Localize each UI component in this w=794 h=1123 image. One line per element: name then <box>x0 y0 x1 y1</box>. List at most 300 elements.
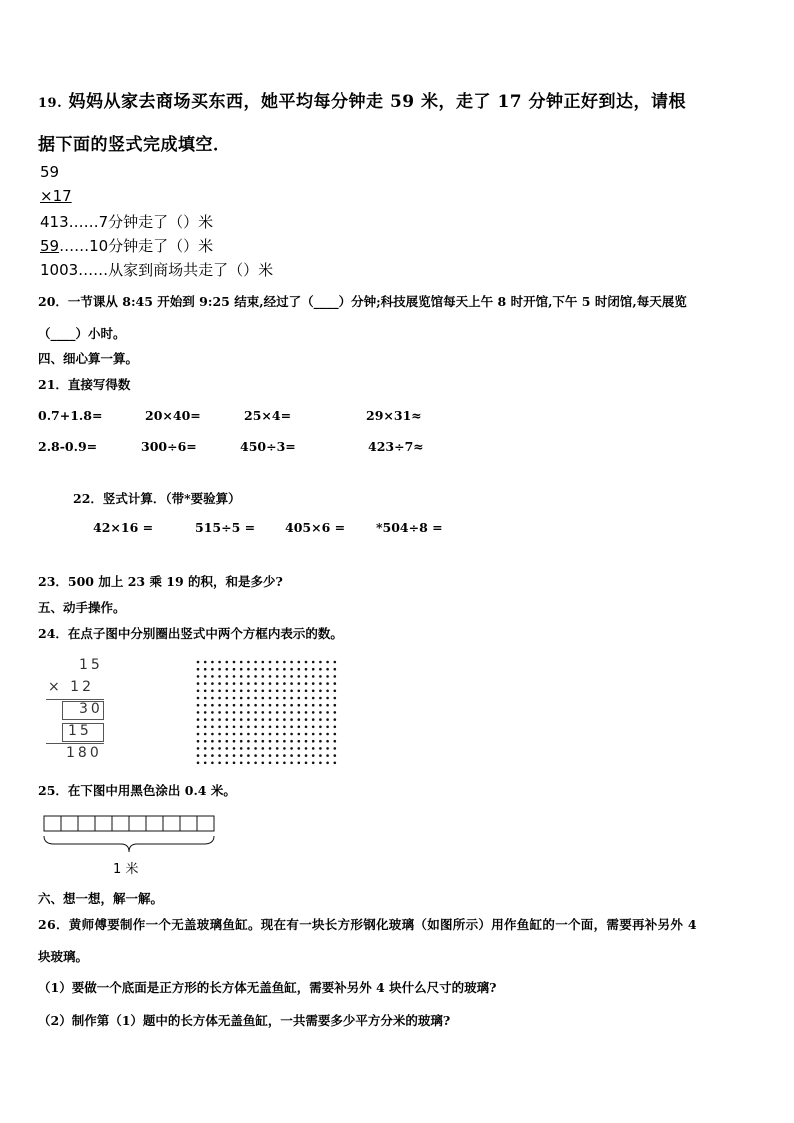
dot[interactable] <box>305 661 308 664</box>
strip-cell[interactable] <box>163 816 180 831</box>
dot[interactable] <box>312 747 315 750</box>
dot[interactable] <box>305 697 308 700</box>
dot[interactable] <box>262 704 265 707</box>
dot[interactable] <box>204 690 207 693</box>
dot[interactable] <box>305 747 308 750</box>
dot[interactable] <box>211 704 214 707</box>
dot[interactable] <box>247 740 250 743</box>
strip-cell[interactable] <box>95 816 112 831</box>
dot[interactable] <box>298 697 301 700</box>
dot[interactable] <box>254 747 257 750</box>
dot[interactable] <box>254 711 257 714</box>
dot[interactable] <box>204 704 207 707</box>
dot[interactable] <box>254 740 257 743</box>
dot[interactable] <box>326 711 329 714</box>
dot-grid[interactable] <box>196 660 341 765</box>
dot[interactable] <box>262 733 265 736</box>
dot[interactable] <box>211 733 214 736</box>
dot[interactable] <box>283 704 286 707</box>
dot[interactable] <box>254 682 257 685</box>
dot[interactable] <box>204 675 207 678</box>
dot[interactable] <box>197 754 200 757</box>
dot[interactable] <box>218 682 221 685</box>
dot[interactable] <box>240 747 243 750</box>
dot[interactable] <box>218 661 221 664</box>
dot[interactable] <box>240 740 243 743</box>
dot[interactable] <box>262 747 265 750</box>
dot[interactable] <box>218 754 221 757</box>
dot[interactable] <box>312 697 315 700</box>
dot[interactable] <box>218 704 221 707</box>
dot[interactable] <box>305 718 308 721</box>
dot[interactable] <box>305 754 308 757</box>
dot[interactable] <box>290 668 293 671</box>
dot[interactable] <box>276 747 279 750</box>
dot[interactable] <box>211 718 214 721</box>
dot[interactable] <box>204 754 207 757</box>
dot[interactable] <box>240 668 243 671</box>
dot[interactable] <box>204 747 207 750</box>
dot[interactable] <box>269 682 272 685</box>
dot[interactable] <box>312 668 315 671</box>
dot[interactable] <box>233 690 236 693</box>
strip-cell[interactable] <box>61 816 78 831</box>
dot[interactable] <box>197 711 200 714</box>
dot[interactable] <box>233 668 236 671</box>
dot[interactable] <box>283 661 286 664</box>
dot[interactable] <box>326 740 329 743</box>
dot[interactable] <box>247 697 250 700</box>
dot[interactable] <box>233 661 236 664</box>
dot[interactable] <box>312 754 315 757</box>
dot[interactable] <box>254 762 257 765</box>
strip-cell[interactable] <box>180 816 197 831</box>
dot[interactable] <box>226 668 229 671</box>
dot[interactable] <box>269 754 272 757</box>
dot[interactable] <box>233 697 236 700</box>
dot[interactable] <box>276 740 279 743</box>
dot[interactable] <box>254 726 257 729</box>
dot[interactable] <box>305 682 308 685</box>
dot[interactable] <box>254 697 257 700</box>
dot[interactable] <box>247 747 250 750</box>
dot[interactable] <box>283 733 286 736</box>
dot[interactable] <box>305 726 308 729</box>
dot[interactable] <box>247 726 250 729</box>
dot[interactable] <box>334 726 337 729</box>
dot[interactable] <box>240 697 243 700</box>
dot[interactable] <box>226 711 229 714</box>
dot[interactable] <box>305 704 308 707</box>
dot[interactable] <box>298 668 301 671</box>
dot[interactable] <box>240 661 243 664</box>
dot[interactable] <box>262 661 265 664</box>
dot[interactable] <box>298 740 301 743</box>
dot[interactable] <box>276 704 279 707</box>
dot[interactable] <box>211 690 214 693</box>
dot[interactable] <box>233 704 236 707</box>
dot[interactable] <box>197 762 200 765</box>
dot[interactable] <box>226 690 229 693</box>
dot[interactable] <box>240 726 243 729</box>
dot[interactable] <box>283 668 286 671</box>
dot[interactable] <box>326 690 329 693</box>
dot[interactable] <box>262 690 265 693</box>
dot[interactable] <box>197 733 200 736</box>
dot[interactable] <box>233 711 236 714</box>
dot[interactable] <box>262 740 265 743</box>
dot[interactable] <box>204 726 207 729</box>
dot[interactable] <box>326 762 329 765</box>
dot[interactable] <box>211 726 214 729</box>
strip-cell[interactable] <box>197 816 214 831</box>
dot[interactable] <box>319 733 322 736</box>
dot[interactable] <box>276 718 279 721</box>
dot[interactable] <box>334 661 337 664</box>
dot[interactable] <box>226 740 229 743</box>
dot[interactable] <box>233 762 236 765</box>
strip-cell[interactable] <box>44 816 61 831</box>
dot[interactable] <box>326 747 329 750</box>
dot[interactable] <box>283 718 286 721</box>
dot[interactable] <box>247 661 250 664</box>
dot[interactable] <box>319 704 322 707</box>
strip-cell[interactable] <box>129 816 146 831</box>
dot[interactable] <box>204 762 207 765</box>
dot[interactable] <box>290 747 293 750</box>
dot[interactable] <box>319 690 322 693</box>
dot[interactable] <box>197 726 200 729</box>
dot[interactable] <box>283 747 286 750</box>
dot[interactable] <box>319 661 322 664</box>
dot[interactable] <box>290 762 293 765</box>
dot[interactable] <box>276 754 279 757</box>
dot[interactable] <box>312 733 315 736</box>
dot[interactable] <box>283 762 286 765</box>
dot[interactable] <box>269 747 272 750</box>
dot[interactable] <box>283 740 286 743</box>
dot[interactable] <box>312 704 315 707</box>
dot[interactable] <box>298 718 301 721</box>
dot[interactable] <box>283 711 286 714</box>
dot[interactable] <box>262 711 265 714</box>
dot[interactable] <box>262 726 265 729</box>
dot[interactable] <box>218 726 221 729</box>
dot[interactable] <box>211 697 214 700</box>
dot[interactable] <box>319 711 322 714</box>
dot[interactable] <box>276 711 279 714</box>
dot[interactable] <box>247 762 250 765</box>
dot[interactable] <box>254 718 257 721</box>
dot[interactable] <box>326 733 329 736</box>
dot[interactable] <box>319 718 322 721</box>
dot[interactable] <box>298 711 301 714</box>
dot[interactable] <box>204 697 207 700</box>
dot[interactable] <box>254 704 257 707</box>
dot[interactable] <box>204 682 207 685</box>
dot[interactable] <box>319 675 322 678</box>
dot[interactable] <box>218 711 221 714</box>
dot[interactable] <box>247 733 250 736</box>
dot[interactable] <box>319 726 322 729</box>
dot[interactable] <box>269 740 272 743</box>
dot[interactable] <box>262 718 265 721</box>
dot[interactable] <box>276 682 279 685</box>
dot[interactable] <box>226 762 229 765</box>
dot[interactable] <box>276 733 279 736</box>
dot[interactable] <box>204 668 207 671</box>
strip-cell[interactable] <box>146 816 163 831</box>
dot[interactable] <box>334 762 337 765</box>
dot[interactable] <box>312 682 315 685</box>
dot[interactable] <box>262 762 265 765</box>
dot[interactable] <box>233 718 236 721</box>
dot[interactable] <box>218 675 221 678</box>
dot[interactable] <box>276 668 279 671</box>
dot[interactable] <box>226 726 229 729</box>
dot[interactable] <box>197 668 200 671</box>
dot[interactable] <box>312 675 315 678</box>
dot[interactable] <box>290 675 293 678</box>
dot[interactable] <box>197 704 200 707</box>
dot[interactable] <box>240 704 243 707</box>
dot[interactable] <box>211 762 214 765</box>
dot[interactable] <box>305 668 308 671</box>
dot[interactable] <box>283 726 286 729</box>
dot[interactable] <box>254 690 257 693</box>
dot[interactable] <box>305 690 308 693</box>
dot[interactable] <box>247 718 250 721</box>
dot[interactable] <box>269 726 272 729</box>
dot[interactable] <box>226 682 229 685</box>
dot[interactable] <box>262 668 265 671</box>
dot[interactable] <box>290 733 293 736</box>
dot[interactable] <box>211 740 214 743</box>
dot[interactable] <box>204 711 207 714</box>
dot[interactable] <box>298 747 301 750</box>
dot[interactable] <box>211 675 214 678</box>
dot[interactable] <box>204 718 207 721</box>
dot[interactable] <box>233 733 236 736</box>
dot[interactable] <box>298 704 301 707</box>
dot[interactable] <box>204 733 207 736</box>
dot[interactable] <box>290 718 293 721</box>
dot[interactable] <box>211 754 214 757</box>
dot[interactable] <box>240 711 243 714</box>
dot[interactable] <box>269 690 272 693</box>
dot[interactable] <box>269 762 272 765</box>
dot[interactable] <box>290 711 293 714</box>
dot[interactable] <box>269 661 272 664</box>
dot[interactable] <box>319 682 322 685</box>
dot[interactable] <box>247 668 250 671</box>
dot[interactable] <box>211 682 214 685</box>
dot[interactable] <box>240 733 243 736</box>
dot[interactable] <box>326 704 329 707</box>
dot[interactable] <box>283 697 286 700</box>
dot[interactable] <box>226 675 229 678</box>
dot[interactable] <box>226 754 229 757</box>
dot[interactable] <box>226 661 229 664</box>
dot[interactable] <box>326 682 329 685</box>
dot[interactable] <box>298 675 301 678</box>
dot[interactable] <box>276 675 279 678</box>
dot[interactable] <box>334 668 337 671</box>
dot[interactable] <box>226 718 229 721</box>
dot[interactable] <box>247 690 250 693</box>
dot[interactable] <box>319 762 322 765</box>
dot[interactable] <box>226 704 229 707</box>
dot[interactable] <box>247 704 250 707</box>
dot[interactable] <box>262 675 265 678</box>
dot[interactable] <box>233 754 236 757</box>
strip-cell[interactable] <box>112 816 129 831</box>
dot[interactable] <box>312 762 315 765</box>
dot[interactable] <box>211 668 214 671</box>
dot[interactable] <box>269 675 272 678</box>
dot[interactable] <box>326 754 329 757</box>
dot[interactable] <box>240 690 243 693</box>
dot[interactable] <box>254 675 257 678</box>
dot[interactable] <box>218 762 221 765</box>
dot[interactable] <box>334 697 337 700</box>
dot[interactable] <box>312 690 315 693</box>
dot[interactable] <box>276 690 279 693</box>
dot[interactable] <box>240 682 243 685</box>
dot[interactable] <box>326 675 329 678</box>
dot[interactable] <box>305 711 308 714</box>
dot[interactable] <box>334 754 337 757</box>
dot[interactable] <box>290 740 293 743</box>
dot[interactable] <box>326 697 329 700</box>
dot[interactable] <box>269 697 272 700</box>
dot[interactable] <box>319 740 322 743</box>
dot[interactable] <box>334 690 337 693</box>
dot[interactable] <box>269 704 272 707</box>
dot[interactable] <box>254 733 257 736</box>
dot[interactable] <box>226 733 229 736</box>
dot[interactable] <box>247 682 250 685</box>
dot[interactable] <box>312 740 315 743</box>
dot[interactable] <box>262 697 265 700</box>
dot[interactable] <box>269 718 272 721</box>
dot[interactable] <box>240 754 243 757</box>
dot[interactable] <box>218 697 221 700</box>
dot[interactable] <box>334 747 337 750</box>
dot[interactable] <box>197 747 200 750</box>
dot[interactable] <box>197 675 200 678</box>
dot[interactable] <box>247 711 250 714</box>
dot[interactable] <box>334 682 337 685</box>
dot[interactable] <box>298 733 301 736</box>
strip-cell[interactable] <box>78 816 95 831</box>
dot[interactable] <box>312 726 315 729</box>
dot[interactable] <box>218 740 221 743</box>
dot[interactable] <box>262 682 265 685</box>
dot[interactable] <box>276 726 279 729</box>
dot[interactable] <box>334 675 337 678</box>
dot[interactable] <box>326 718 329 721</box>
dot[interactable] <box>305 762 308 765</box>
dot[interactable] <box>211 711 214 714</box>
dot[interactable] <box>226 697 229 700</box>
dot[interactable] <box>233 740 236 743</box>
dot[interactable] <box>319 697 322 700</box>
dot[interactable] <box>276 697 279 700</box>
dot[interactable] <box>290 661 293 664</box>
dot[interactable] <box>305 675 308 678</box>
dot[interactable] <box>218 690 221 693</box>
dot[interactable] <box>283 675 286 678</box>
dot[interactable] <box>197 661 200 664</box>
dot[interactable] <box>334 704 337 707</box>
dot[interactable] <box>226 747 229 750</box>
dot[interactable] <box>197 740 200 743</box>
dot[interactable] <box>312 661 315 664</box>
dot[interactable] <box>305 733 308 736</box>
dot[interactable] <box>283 690 286 693</box>
dot[interactable] <box>211 661 214 664</box>
dot[interactable] <box>290 754 293 757</box>
dot[interactable] <box>326 668 329 671</box>
dot[interactable] <box>218 733 221 736</box>
dot[interactable] <box>218 747 221 750</box>
dot[interactable] <box>298 762 301 765</box>
dot[interactable] <box>283 682 286 685</box>
dot[interactable] <box>290 704 293 707</box>
dot[interactable] <box>197 718 200 721</box>
dot[interactable] <box>240 675 243 678</box>
dot[interactable] <box>334 740 337 743</box>
dot[interactable] <box>326 726 329 729</box>
dot[interactable] <box>298 690 301 693</box>
dot[interactable] <box>247 754 250 757</box>
dot[interactable] <box>233 675 236 678</box>
dot[interactable] <box>290 697 293 700</box>
dot[interactable] <box>269 668 272 671</box>
dot[interactable] <box>269 711 272 714</box>
dot[interactable] <box>298 754 301 757</box>
dot[interactable] <box>334 718 337 721</box>
dot[interactable] <box>233 682 236 685</box>
dot[interactable] <box>326 661 329 664</box>
dot[interactable] <box>319 747 322 750</box>
dot[interactable] <box>240 762 243 765</box>
dot[interactable] <box>269 733 272 736</box>
dot[interactable] <box>298 661 301 664</box>
dot[interactable] <box>276 661 279 664</box>
dot[interactable] <box>197 697 200 700</box>
dot[interactable] <box>254 754 257 757</box>
dot[interactable] <box>254 668 257 671</box>
dot[interactable] <box>233 726 236 729</box>
dot[interactable] <box>204 740 207 743</box>
dot[interactable] <box>290 690 293 693</box>
dot[interactable] <box>240 718 243 721</box>
dot[interactable] <box>233 747 236 750</box>
dot[interactable] <box>290 726 293 729</box>
dot[interactable] <box>305 740 308 743</box>
dot[interactable] <box>276 762 279 765</box>
dot[interactable] <box>218 718 221 721</box>
dot[interactable] <box>298 726 301 729</box>
dot[interactable] <box>211 747 214 750</box>
dot[interactable] <box>319 668 322 671</box>
dot[interactable] <box>334 733 337 736</box>
dot[interactable] <box>298 682 301 685</box>
dot[interactable] <box>312 718 315 721</box>
dot[interactable] <box>197 690 200 693</box>
